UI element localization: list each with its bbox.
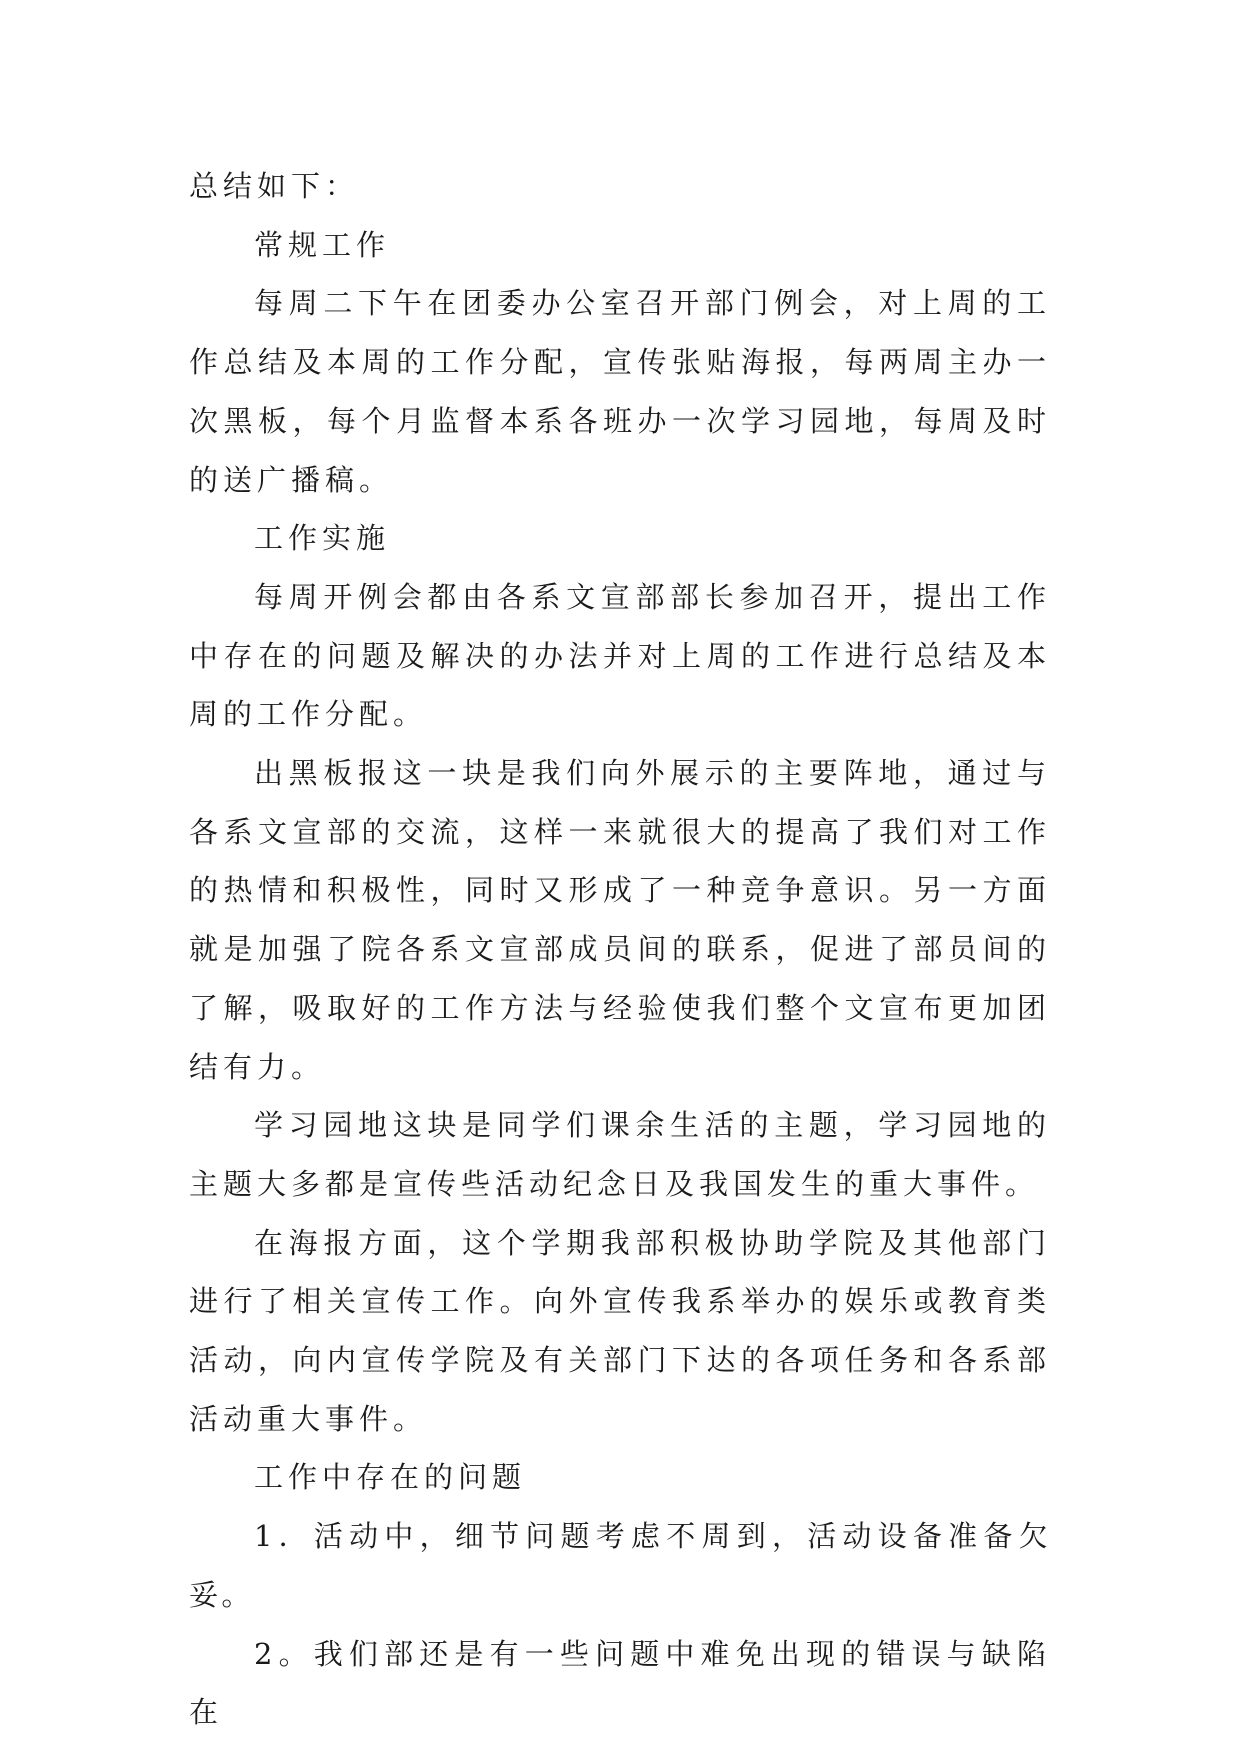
document-body xyxy=(189,157,1051,1742)
paragraph-routine-work: 每周二下午在团委办公室召开部门例会，对上周的工作总结及本周的工作分配，宣传张贴海报，每两周主办一次黑板，每个月监督本系各班办一次学习园地，每周及时的送广播稿。 xyxy=(189,286,1051,497)
heading-problems: 工作中存在的问题 xyxy=(254,1460,527,1495)
paragraph-blackboard: 出黑板报这一块是我们向外展示的主要阵地，通过与各系文宣部的交流，这样一来就很大的提高了我们对工作的热情和积极性，同时又形成了一种竞争意识。另一方面就是加强了院各系文宣部成员间的联系，促进了部员间的了解，吸取好的工作方法与经验使我们整个文宣布更加团结有力。 xyxy=(189,756,1051,1084)
paragraph-weekly-meeting: 每周开例会都由各系文宣部部长参加召开，提出工作中存在的问题及解决的办法并对上周的工作进行总结及本周的工作分配。 xyxy=(189,579,1051,732)
paragraph-summary-intro: 总结如下： xyxy=(189,169,360,203)
paragraph-posters: 在海报方面，这个学期我部积极协助学院及其他部门进行了相关宣传工作。向外宣传我系举办的娱乐或教育类活动，向内宣传学院及有关部门下达的各项任务和各系部活动重大事件。 xyxy=(189,1225,1051,1436)
list-item-problem-2: 2。我们部还是有一些问题中难免出现的错误与缺陷在 xyxy=(189,1636,1051,1730)
list-item-problem-1: 1．活动中，细节问题考虑不周到，活动设备准备欠妥。 xyxy=(189,1519,1051,1612)
paragraph-study-garden: 学习园地这块是同学们课余生活的主题，学习园地的主题大多都是宣传些活动纪念日及我国发生的重大事件。 xyxy=(189,1108,1051,1201)
heading-work-implementation: 工作实施 xyxy=(254,521,391,556)
heading-routine-work: 常规工作 xyxy=(254,227,391,262)
